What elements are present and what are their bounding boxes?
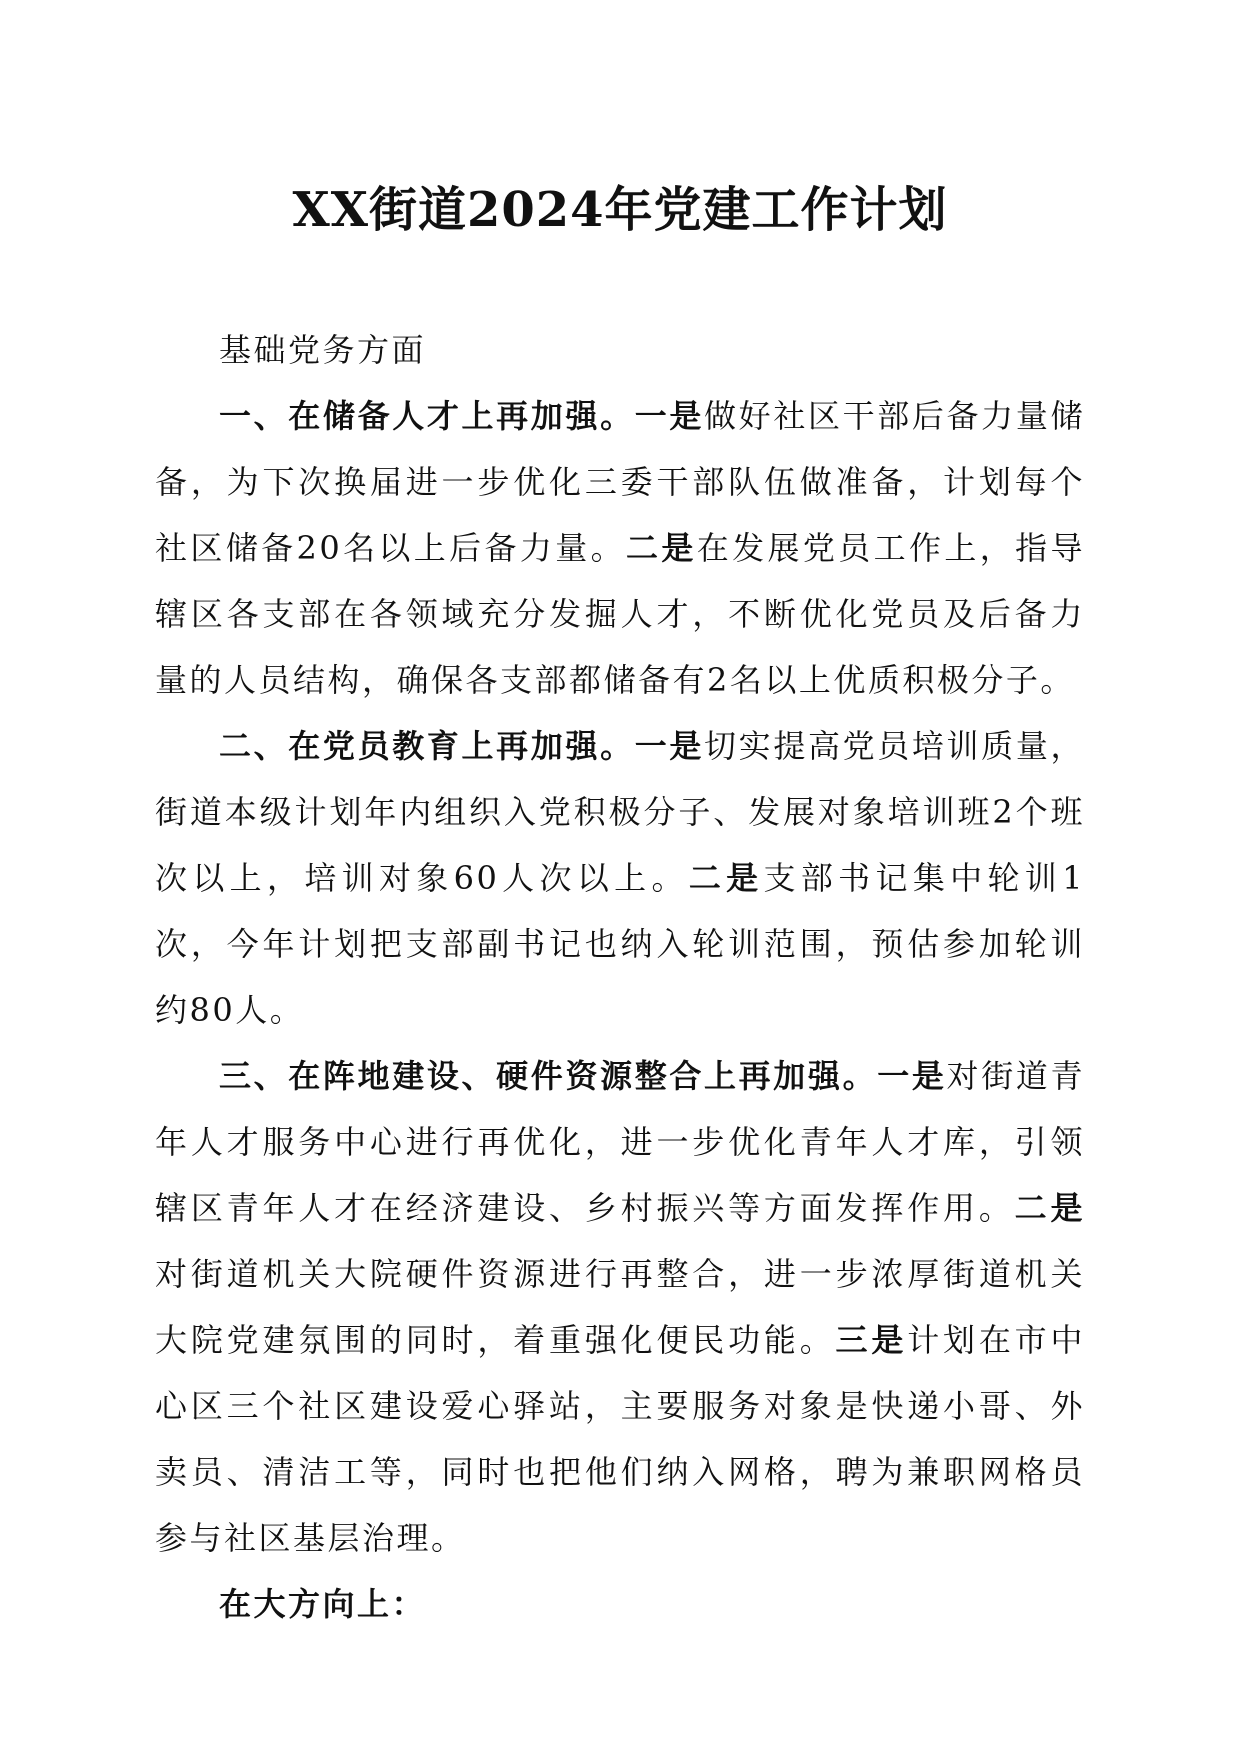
item-2-text-2: 支部书记集中轮训1次，今年计划把支部副书记也纳入轮训范围，预估参加轮训约80人。 [155, 859, 1085, 1029]
item-paragraph-2 [155, 713, 1085, 1043]
closing-label: 在大方向上： [219, 1585, 427, 1623]
document-body [155, 317, 1085, 1637]
item-1-text-1: 做好社区干部后备力量储备，为下次换届进一步优化三委干部队伍做准备，计划每个社区储备20名以上后备力量。 [155, 397, 1085, 567]
item-3-lead-2: 二是 [1014, 1189, 1085, 1227]
item-heading-3: 三、在阵地建设、硬件资源整合上再加强。 [219, 1057, 878, 1095]
item-1-lead-2: 二是 [626, 529, 697, 567]
item-paragraph-3 [155, 1043, 1085, 1571]
item-1-text-2: 在发展党员工作上，指导辖区各支部在各领域充分发掘人才，不断优化党员及后备力量的人员结构，确保各支部都储备有2名以上优质积极分子。 [155, 529, 1085, 699]
item-3-text-2: 对街道机关大院硬件资源进行再整合，进一步浓厚街道机关大院党建氛围的同时，着重强化便民功能。 [155, 1255, 1085, 1359]
item-3-text-1: 对街道青年人才服务中心进行再优化，进一步优化青年人才库，引领辖区青年人才在经济建设、乡村振兴等方面发挥作用。 [155, 1057, 1085, 1227]
item-3-lead-1: 一是 [877, 1057, 947, 1095]
item-2-lead-2: 二是 [688, 859, 764, 897]
item-paragraph-1 [155, 383, 1085, 713]
item-1-lead-1: 一是 [634, 397, 705, 435]
item-3-lead-3: 三是 [835, 1321, 908, 1359]
item-2-text-1: 切实提高党员培训质量，街道本级计划年内组织入党积极分子、发展对象培训班2个班次以上，培训对象60人次以上。 [155, 727, 1085, 897]
document-title: XX街道2024年党建工作计划 [292, 182, 948, 238]
section-label: 基础党务方面 [219, 331, 427, 369]
item-heading-2: 二、在党员教育上再加强。 [219, 727, 635, 765]
item-3-text-3: 计划在市中心区三个社区建设爱心驿站，主要服务对象是快递小哥、外卖员、清洁工等，同时也把他们纳入网格，聘为兼职网格员参与社区基层治理。 [155, 1321, 1085, 1557]
item-heading-1: 一、在储备人才上再加强。 [219, 397, 635, 435]
item-2-lead-1: 一是 [634, 727, 705, 765]
